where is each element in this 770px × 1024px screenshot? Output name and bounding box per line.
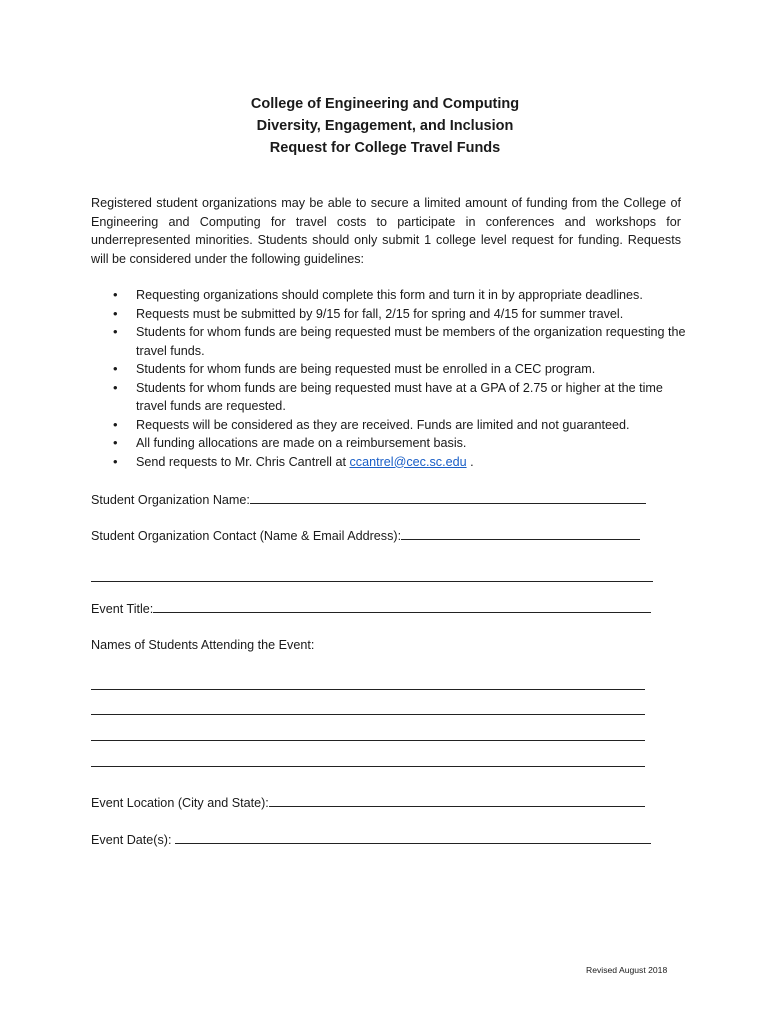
intro-paragraph: Registered student organizations may be able to secure a limited amount of funding from the College of Engineering and Computing for travel costs to participate in conferences and workshops for underrepresented minorities. Students should only submit 1 college level request for funding. Requests will be considered under the following guidelines: <box>91 196 681 266</box>
student-name-line[interactable] <box>91 689 645 690</box>
students-field-label: Names of Students Attending the Event: <box>91 638 315 652</box>
event-dates-blank[interactable] <box>175 831 651 844</box>
event-location-field <box>91 794 645 812</box>
guideline-item: • Students for whom funds are being requested must be enrolled in a CEC program. <box>91 360 686 379</box>
guideline-item: • Students for whom funds are being requested must be members of the organization requesting the travel funds. <box>91 323 686 360</box>
event-title-blank[interactable] <box>153 600 651 613</box>
send-request-text: Send requests to Mr. Chris Cantrell at <box>136 454 350 469</box>
event-dates-field <box>91 831 651 849</box>
org-name-blank[interactable] <box>250 491 646 504</box>
student-name-line[interactable] <box>91 766 645 767</box>
contact-email-link[interactable]: ccantrel@cec.sc.edu <box>349 454 467 469</box>
send-request-suffix: . <box>466 454 474 469</box>
form-title: Request for College Travel Funds <box>269 140 501 156</box>
org-contact-label: Student Organization Contact (Name & Email Address): <box>91 529 402 543</box>
event-location-label: Event Location (City and State): <box>91 796 269 810</box>
guideline-item: • Requesting organizations should complete this form and turn it in by appropriate deadlines. <box>91 286 686 305</box>
event-dates-label: Event Date(s): <box>91 833 175 847</box>
guideline-item: • All funding allocations are made on a reimbursement basis. <box>91 434 686 453</box>
revision-date: Revised August 2018 <box>586 965 668 975</box>
college-title: College of Engineering and Computing <box>250 96 520 112</box>
event-title-label: Event Title: <box>91 602 154 616</box>
student-name-line[interactable] <box>91 740 645 741</box>
org-contact-blank[interactable] <box>401 527 640 540</box>
org-name-label: Student Organization Name: <box>91 493 250 507</box>
org-name-field <box>91 491 646 509</box>
guideline-item: • Requests will be considered as they are received. Funds are limited and not guaranteed. <box>91 416 686 435</box>
guideline-item-send-request <box>91 453 686 472</box>
org-contact-line-2[interactable] <box>91 581 653 582</box>
event-location-blank[interactable] <box>269 794 645 807</box>
event-title-field <box>91 600 651 618</box>
guidelines-list <box>91 286 686 471</box>
guideline-item: • Requests must be submitted by 9/15 for fall, 2/15 for spring and 4/15 for summer travel. <box>91 305 686 324</box>
org-contact-field <box>91 527 640 545</box>
guideline-item: • Students for whom funds are being requested must have at a GPA of 2.75 or higher at the time travel funds are requested. <box>91 379 686 416</box>
student-name-line[interactable] <box>91 714 645 715</box>
department-title: Diversity, Engagement, and Inclusion <box>256 118 514 134</box>
